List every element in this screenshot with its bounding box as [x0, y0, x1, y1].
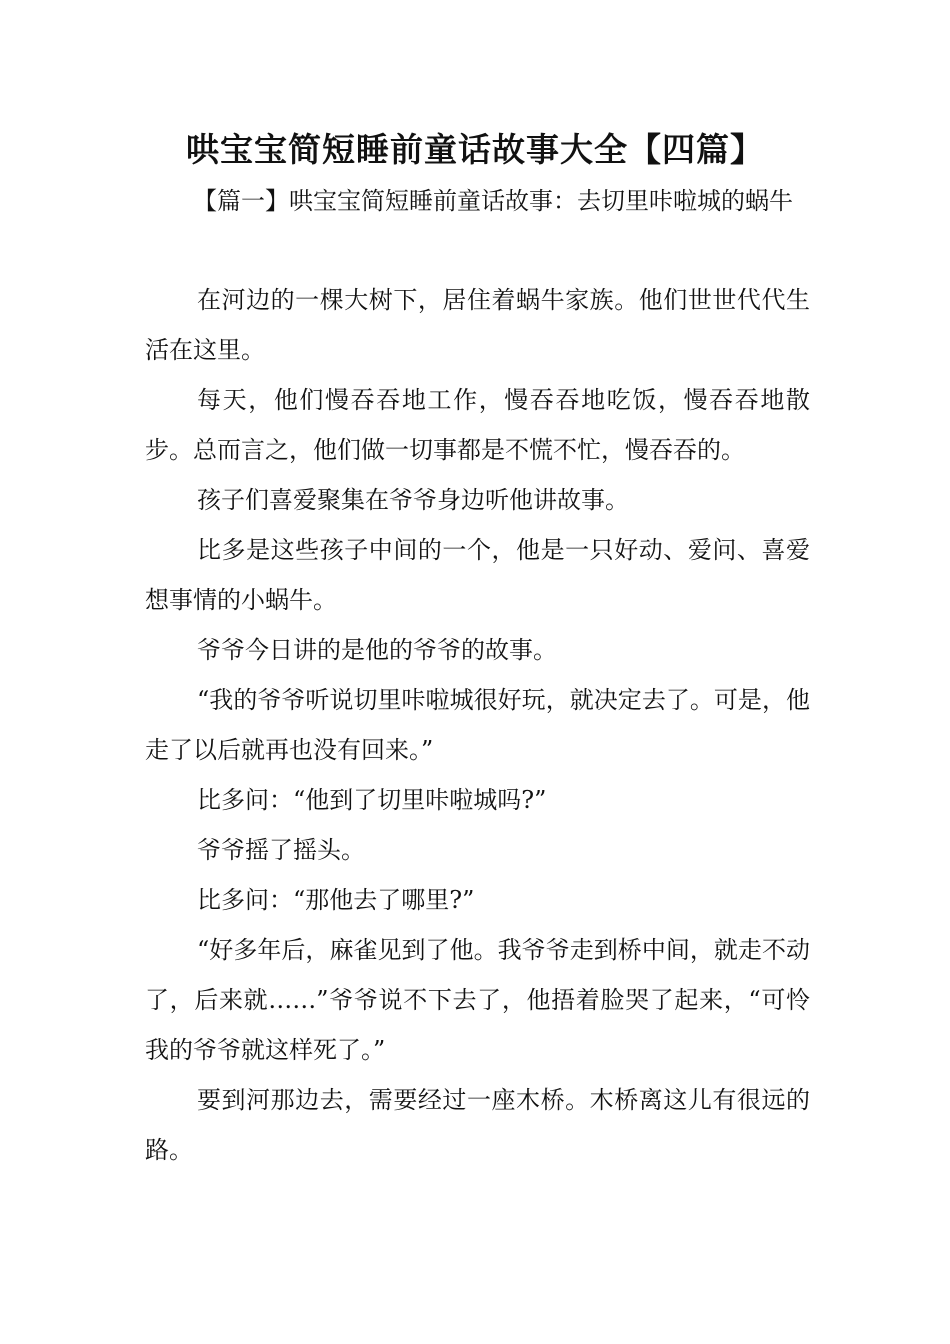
- paragraph: 爷爷今日讲的是他的爷爷的故事。: [197, 636, 557, 664]
- paragraph: 每天，他们慢吞吞地工作，慢吞吞地吃饭，慢吞吞地散步。总而言之，他们做一切事都是不慌不忙，慢吞吞的。: [145, 386, 810, 464]
- document-body: [145, 176, 810, 1175]
- document-title: 哄宝宝简短睡前童话故事大全【四篇】: [186, 130, 764, 169]
- blank-line: [145, 226, 810, 275]
- paragraph: 在河边的一棵大树下，居住着蜗牛家族。他们世世代代生活在这里。: [145, 286, 810, 364]
- paragraph: 比多是这些孩子中间的一个，他是一只好动、爱问、喜爱想事情的小蜗牛。: [145, 536, 810, 614]
- paragraph: 爷爷摇了摇头。: [197, 836, 365, 864]
- paragraph: “好多年后，麻雀见到了他。我爷爷走到桥中间，就走不动了，后来就……”爷爷说不下去了，他捂着脸哭了起来，“可怜我的爷爷就这样死了。”: [145, 936, 810, 1064]
- paragraph: 要到河那边去，需要经过一座木桥。木桥离这儿有很远的路。: [145, 1086, 810, 1164]
- paragraph: “我的爷爷听说切里咔啦城很好玩，就决定去了。可是，他走了以后就再也没有回来。”: [145, 686, 810, 764]
- paragraph: 比多问：“那他去了哪里?”: [197, 886, 475, 914]
- paragraph: 比多问：“他到了切里咔啦城吗?”: [197, 786, 547, 814]
- paragraph: 孩子们喜爱聚集在爷爷身边听他讲故事。: [197, 486, 629, 514]
- section-heading: 【篇一】哄宝宝简短睡前童话故事：去切里咔啦城的蜗牛: [193, 187, 793, 215]
